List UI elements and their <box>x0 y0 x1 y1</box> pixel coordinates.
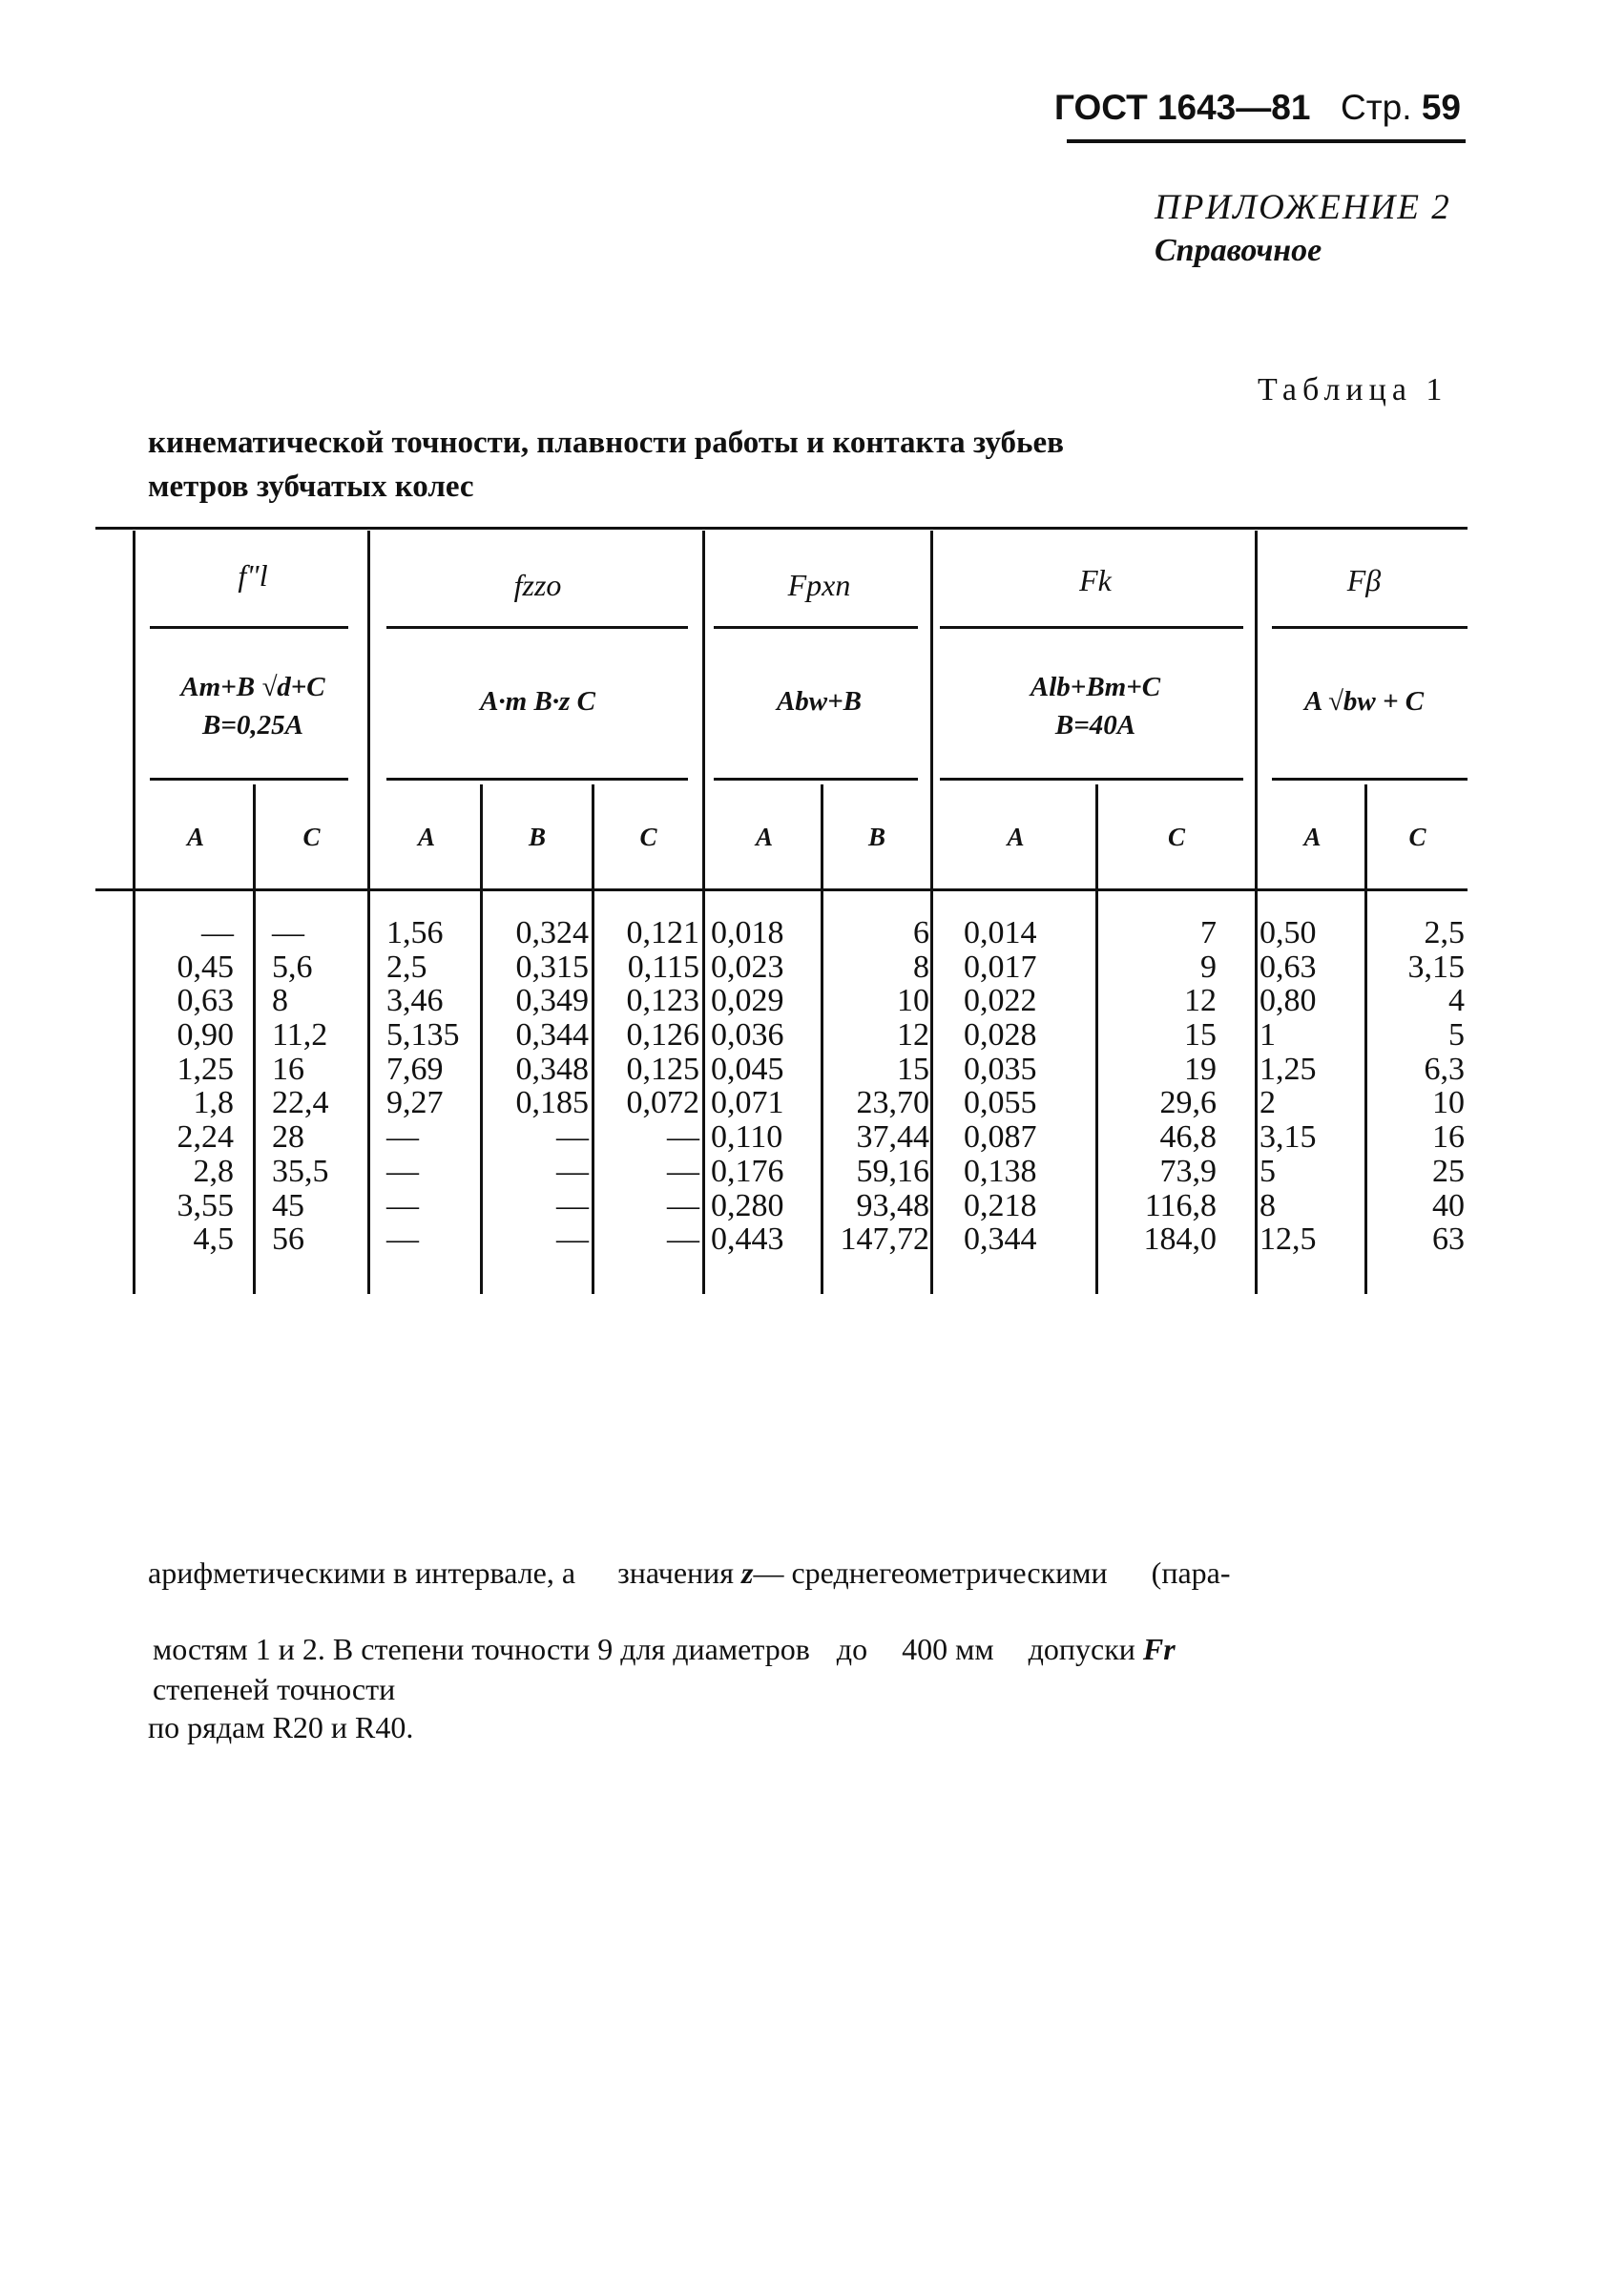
data-column-fpxn-b <box>821 916 929 1257</box>
table-cell: 0,055 <box>964 1085 1037 1121</box>
table-cell: — <box>386 1119 419 1156</box>
table-cell: 6 <box>913 915 929 950</box>
table-cell: — <box>667 1153 699 1189</box>
data-column-f-l-a <box>143 916 234 1257</box>
page-number-value: 59 <box>1421 88 1461 127</box>
body-text: 400 мм <box>902 1632 994 1666</box>
table-cell: 0,45 <box>177 949 234 985</box>
table-cell: 0,80 <box>1260 983 1317 1019</box>
group-separator <box>1255 531 1258 1294</box>
coef-header: C <box>302 823 321 851</box>
table-cell: — <box>386 1153 419 1189</box>
table-cell: — <box>386 1187 419 1223</box>
group-separator <box>702 531 705 1294</box>
table-cell: — <box>201 915 234 950</box>
data-column-fpxn-a <box>711 916 818 1257</box>
table-cell: 8 <box>1260 1187 1276 1223</box>
table-cell: 12 <box>1184 983 1217 1019</box>
table-cell: 11,2 <box>272 1017 328 1054</box>
table-cell: 0,115 <box>627 949 699 985</box>
table-cell: 4,5 <box>193 1221 234 1258</box>
table-cell: 73,9 <box>1159 1153 1217 1189</box>
table-cell: — <box>556 1187 589 1223</box>
table-cell: — <box>667 1119 699 1156</box>
coef-header: A <box>1007 823 1025 851</box>
table-cell: 0,045 <box>711 1051 784 1087</box>
table-cell: 37,44 <box>856 1119 929 1156</box>
page-label: Стр. <box>1341 88 1412 127</box>
table-header-bottom-rule <box>95 888 1468 891</box>
formula-line-1: Alb+Bm+C <box>1030 672 1161 702</box>
coef-header: C <box>1408 823 1426 851</box>
table-label: Таблица 1 <box>1258 372 1448 407</box>
table-cell: 0,324 <box>515 915 589 950</box>
body-line-2 <box>153 1632 1176 1667</box>
table-cell: 2,5 <box>1424 915 1465 950</box>
table-cell: 0,072 <box>626 1085 699 1121</box>
formula-rule <box>386 778 688 781</box>
table-cell: 0,035 <box>964 1051 1037 1087</box>
table-cell: 0,022 <box>964 983 1037 1019</box>
symbol-f-l: f"l <box>238 558 268 593</box>
table-cell: 116,8 <box>1144 1187 1217 1223</box>
formula-rule <box>714 778 918 781</box>
formula-line-1: Am+B √d+C <box>180 672 325 702</box>
table-cell: 0,018 <box>711 915 784 950</box>
body-symbol: Fr <box>1142 1632 1176 1666</box>
table-cell: 6,3 <box>1424 1051 1465 1087</box>
table-cell: 28 <box>272 1119 304 1156</box>
body-line-3: степеней точности <box>153 1672 396 1706</box>
formula-line-1: A·m B·z C <box>480 686 595 717</box>
table-cell: 25 <box>1432 1153 1465 1189</box>
formula-fpxn <box>708 682 930 720</box>
table-cell: 0,110 <box>711 1119 783 1156</box>
data-column-fbeta-a <box>1260 916 1360 1257</box>
table-cell: 4 <box>1448 983 1465 1019</box>
table-cell: 16 <box>1432 1119 1465 1156</box>
data-column-fk-c <box>1097 916 1217 1257</box>
body-text: арифметическими в интервале, а <box>148 1555 576 1590</box>
table-cell: 1,25 <box>177 1051 234 1087</box>
table-cell: 0,138 <box>964 1153 1037 1189</box>
coef-header: A <box>755 823 773 851</box>
data-column-fzzo-a <box>386 916 477 1257</box>
formula-f-l <box>138 668 367 744</box>
symbol-fpxn: Fpxn <box>787 568 851 602</box>
table-cell: — <box>667 1187 699 1223</box>
table-cell: 8 <box>913 949 929 985</box>
formula-line-2: B=40A <box>1054 710 1136 741</box>
table-cell: 0,315 <box>515 949 589 985</box>
table-cell: 184,0 <box>1143 1221 1217 1258</box>
table-cell: 0,185 <box>515 1085 589 1121</box>
table-cell: 0,344 <box>515 1017 589 1054</box>
symbol-rule <box>386 626 688 629</box>
body-text: значения <box>617 1555 735 1590</box>
formula-line-1: A √bw + C <box>1303 686 1425 717</box>
table-cell: 0,90 <box>177 1017 234 1054</box>
body-text: — среднегеометрическими <box>753 1555 1108 1590</box>
table-cell: 12 <box>897 1017 929 1054</box>
table-cell: 40 <box>1432 1187 1465 1223</box>
table-cell: 0,036 <box>711 1017 784 1054</box>
table-caption-line-2: метров зубчатых колес <box>148 470 474 504</box>
formula-rule <box>940 778 1243 781</box>
data-column-fzzo-c <box>594 916 699 1257</box>
body-text: допуски <box>1028 1632 1135 1666</box>
table-cell: 7,69 <box>386 1051 444 1087</box>
symbol-fbeta: Fβ <box>1346 563 1382 597</box>
table-cell: 0,349 <box>515 983 589 1019</box>
table-cell: 3,15 <box>1407 949 1465 985</box>
table-cell: 3,55 <box>177 1187 234 1223</box>
table-cell: 0,218 <box>964 1187 1037 1223</box>
group-separator <box>930 531 933 1294</box>
coef-header: A <box>417 823 435 851</box>
table-cell: 1,25 <box>1260 1051 1317 1087</box>
table-cell: 35,5 <box>272 1153 329 1189</box>
table-cell: 0,028 <box>964 1017 1037 1054</box>
page-number <box>1341 88 1461 128</box>
data-column-fk-a <box>964 916 1088 1257</box>
formula-rule <box>1272 778 1468 781</box>
table-cell: 12,5 <box>1260 1221 1317 1258</box>
formula-fk <box>936 668 1255 744</box>
table-cell: — <box>556 1119 589 1156</box>
table-cell: — <box>386 1221 419 1258</box>
table-cell: 19 <box>1184 1051 1217 1087</box>
table-caption-line-1: кинематической точности, плавности работы и контакта зубьев <box>148 426 1064 460</box>
table-cell: 22,4 <box>272 1085 329 1121</box>
table-cell: 0,017 <box>964 949 1037 985</box>
body-text: до <box>836 1632 868 1666</box>
table-cell: 5 <box>1260 1153 1276 1189</box>
symbol-rule <box>714 626 918 629</box>
data-column-fzzo-b <box>482 916 589 1257</box>
table-cell: 0,63 <box>177 983 234 1019</box>
table-cell: 0,63 <box>1260 949 1317 985</box>
data-column-f-l-c <box>272 916 363 1257</box>
coef-header: C <box>1167 823 1185 851</box>
table-left-border <box>133 531 135 1294</box>
table-cell: 2,5 <box>386 949 427 985</box>
table-cell: 3,46 <box>386 983 444 1019</box>
table-cell: 0,50 <box>1260 915 1317 950</box>
table-cell: 0,344 <box>964 1221 1037 1258</box>
table-cell: 0,443 <box>711 1221 784 1258</box>
table-cell: 1,56 <box>386 915 444 950</box>
table-cell: 1 <box>1260 1017 1276 1054</box>
table-cell: 15 <box>1184 1017 1217 1054</box>
table-cell: 3,15 <box>1260 1119 1317 1156</box>
table-cell: 9,27 <box>386 1085 444 1121</box>
table-cell: 5,6 <box>272 949 313 985</box>
table-cell: 29,6 <box>1159 1085 1217 1121</box>
symbol-rule <box>150 626 348 629</box>
symbol-fk: Fk <box>1079 563 1112 597</box>
table-cell: 1,8 <box>193 1085 234 1121</box>
gost-number: ГОСТ 1643—81 <box>1054 88 1311 127</box>
formula-rule <box>150 778 348 781</box>
table-cell: 2,8 <box>193 1153 234 1189</box>
formula-line-1: Abw+B <box>776 686 863 717</box>
symbol-rule <box>1272 626 1468 629</box>
coef-header: C <box>639 823 657 851</box>
symbol-fzzo: fzzo <box>513 568 562 602</box>
table-cell: — <box>272 915 304 950</box>
group-separator <box>367 531 370 1294</box>
table-cell: 5,135 <box>386 1017 460 1054</box>
table-cell: 23,70 <box>856 1085 929 1121</box>
table-cell: 0,071 <box>711 1085 784 1121</box>
table-cell: 147,72 <box>840 1221 929 1258</box>
coef-header: A <box>186 823 204 851</box>
table-cell: 0,126 <box>626 1017 699 1054</box>
table-cell: 16 <box>272 1051 304 1087</box>
table-cell: 2,24 <box>177 1119 234 1156</box>
table-cell: 9 <box>1200 949 1217 985</box>
table-cell: 0,014 <box>964 915 1037 950</box>
table-cell: 2 <box>1260 1085 1276 1121</box>
body-line-1 <box>148 1555 1231 1591</box>
table-cell: 0,087 <box>964 1119 1037 1156</box>
table-cell: 0,125 <box>626 1051 699 1087</box>
column-separator <box>253 784 256 1294</box>
coef-header: B <box>867 823 885 851</box>
formula-fzzo <box>373 682 702 720</box>
table-cell: 0,121 <box>626 915 699 950</box>
table-cell: 0,029 <box>711 983 784 1019</box>
appendix-title: ПРИЛОЖЕНИЕ 2 <box>1155 188 1451 227</box>
table-cell: 0,348 <box>515 1051 589 1087</box>
table-cell: 0,176 <box>711 1153 784 1189</box>
table-cell: 59,16 <box>856 1153 929 1189</box>
appendix-subtitle: Справочное <box>1155 233 1322 268</box>
coef-header: A <box>1303 823 1322 851</box>
body-text: мостям 1 и 2. В степени точности 9 для диаметров <box>153 1632 810 1666</box>
table-cell: 63 <box>1432 1221 1465 1258</box>
table-cell: 15 <box>897 1051 929 1087</box>
table-cell: 5 <box>1448 1017 1465 1054</box>
table-cell: — <box>556 1153 589 1189</box>
formula-line-2: B=0,25A <box>202 710 303 741</box>
table-cell: 46,8 <box>1159 1119 1217 1156</box>
body-text: (пара- <box>1151 1555 1231 1590</box>
table-cell: 93,48 <box>856 1187 929 1223</box>
table-cell: 10 <box>897 983 929 1019</box>
body-symbol: z <box>741 1555 754 1590</box>
symbol-rule <box>940 626 1243 629</box>
table-cell: 10 <box>1432 1085 1465 1121</box>
table-top-rule <box>95 527 1468 530</box>
formula-fbeta <box>1260 682 1468 720</box>
coef-header: B <box>528 823 546 851</box>
table-cell: 7 <box>1200 915 1217 950</box>
header-rule <box>1067 139 1466 143</box>
table-cell: — <box>556 1221 589 1258</box>
data-column-fbeta-c <box>1367 916 1465 1257</box>
table-cell: 8 <box>272 983 288 1019</box>
table-cell: 0,023 <box>711 949 784 985</box>
table-cell: 56 <box>272 1221 304 1258</box>
table-cell: — <box>667 1221 699 1258</box>
table-cell: 0,280 <box>711 1187 784 1223</box>
table-cell: 0,123 <box>626 983 699 1019</box>
body-line-4: по рядам R20 и R40. <box>148 1710 414 1744</box>
table-cell: 45 <box>272 1187 304 1223</box>
